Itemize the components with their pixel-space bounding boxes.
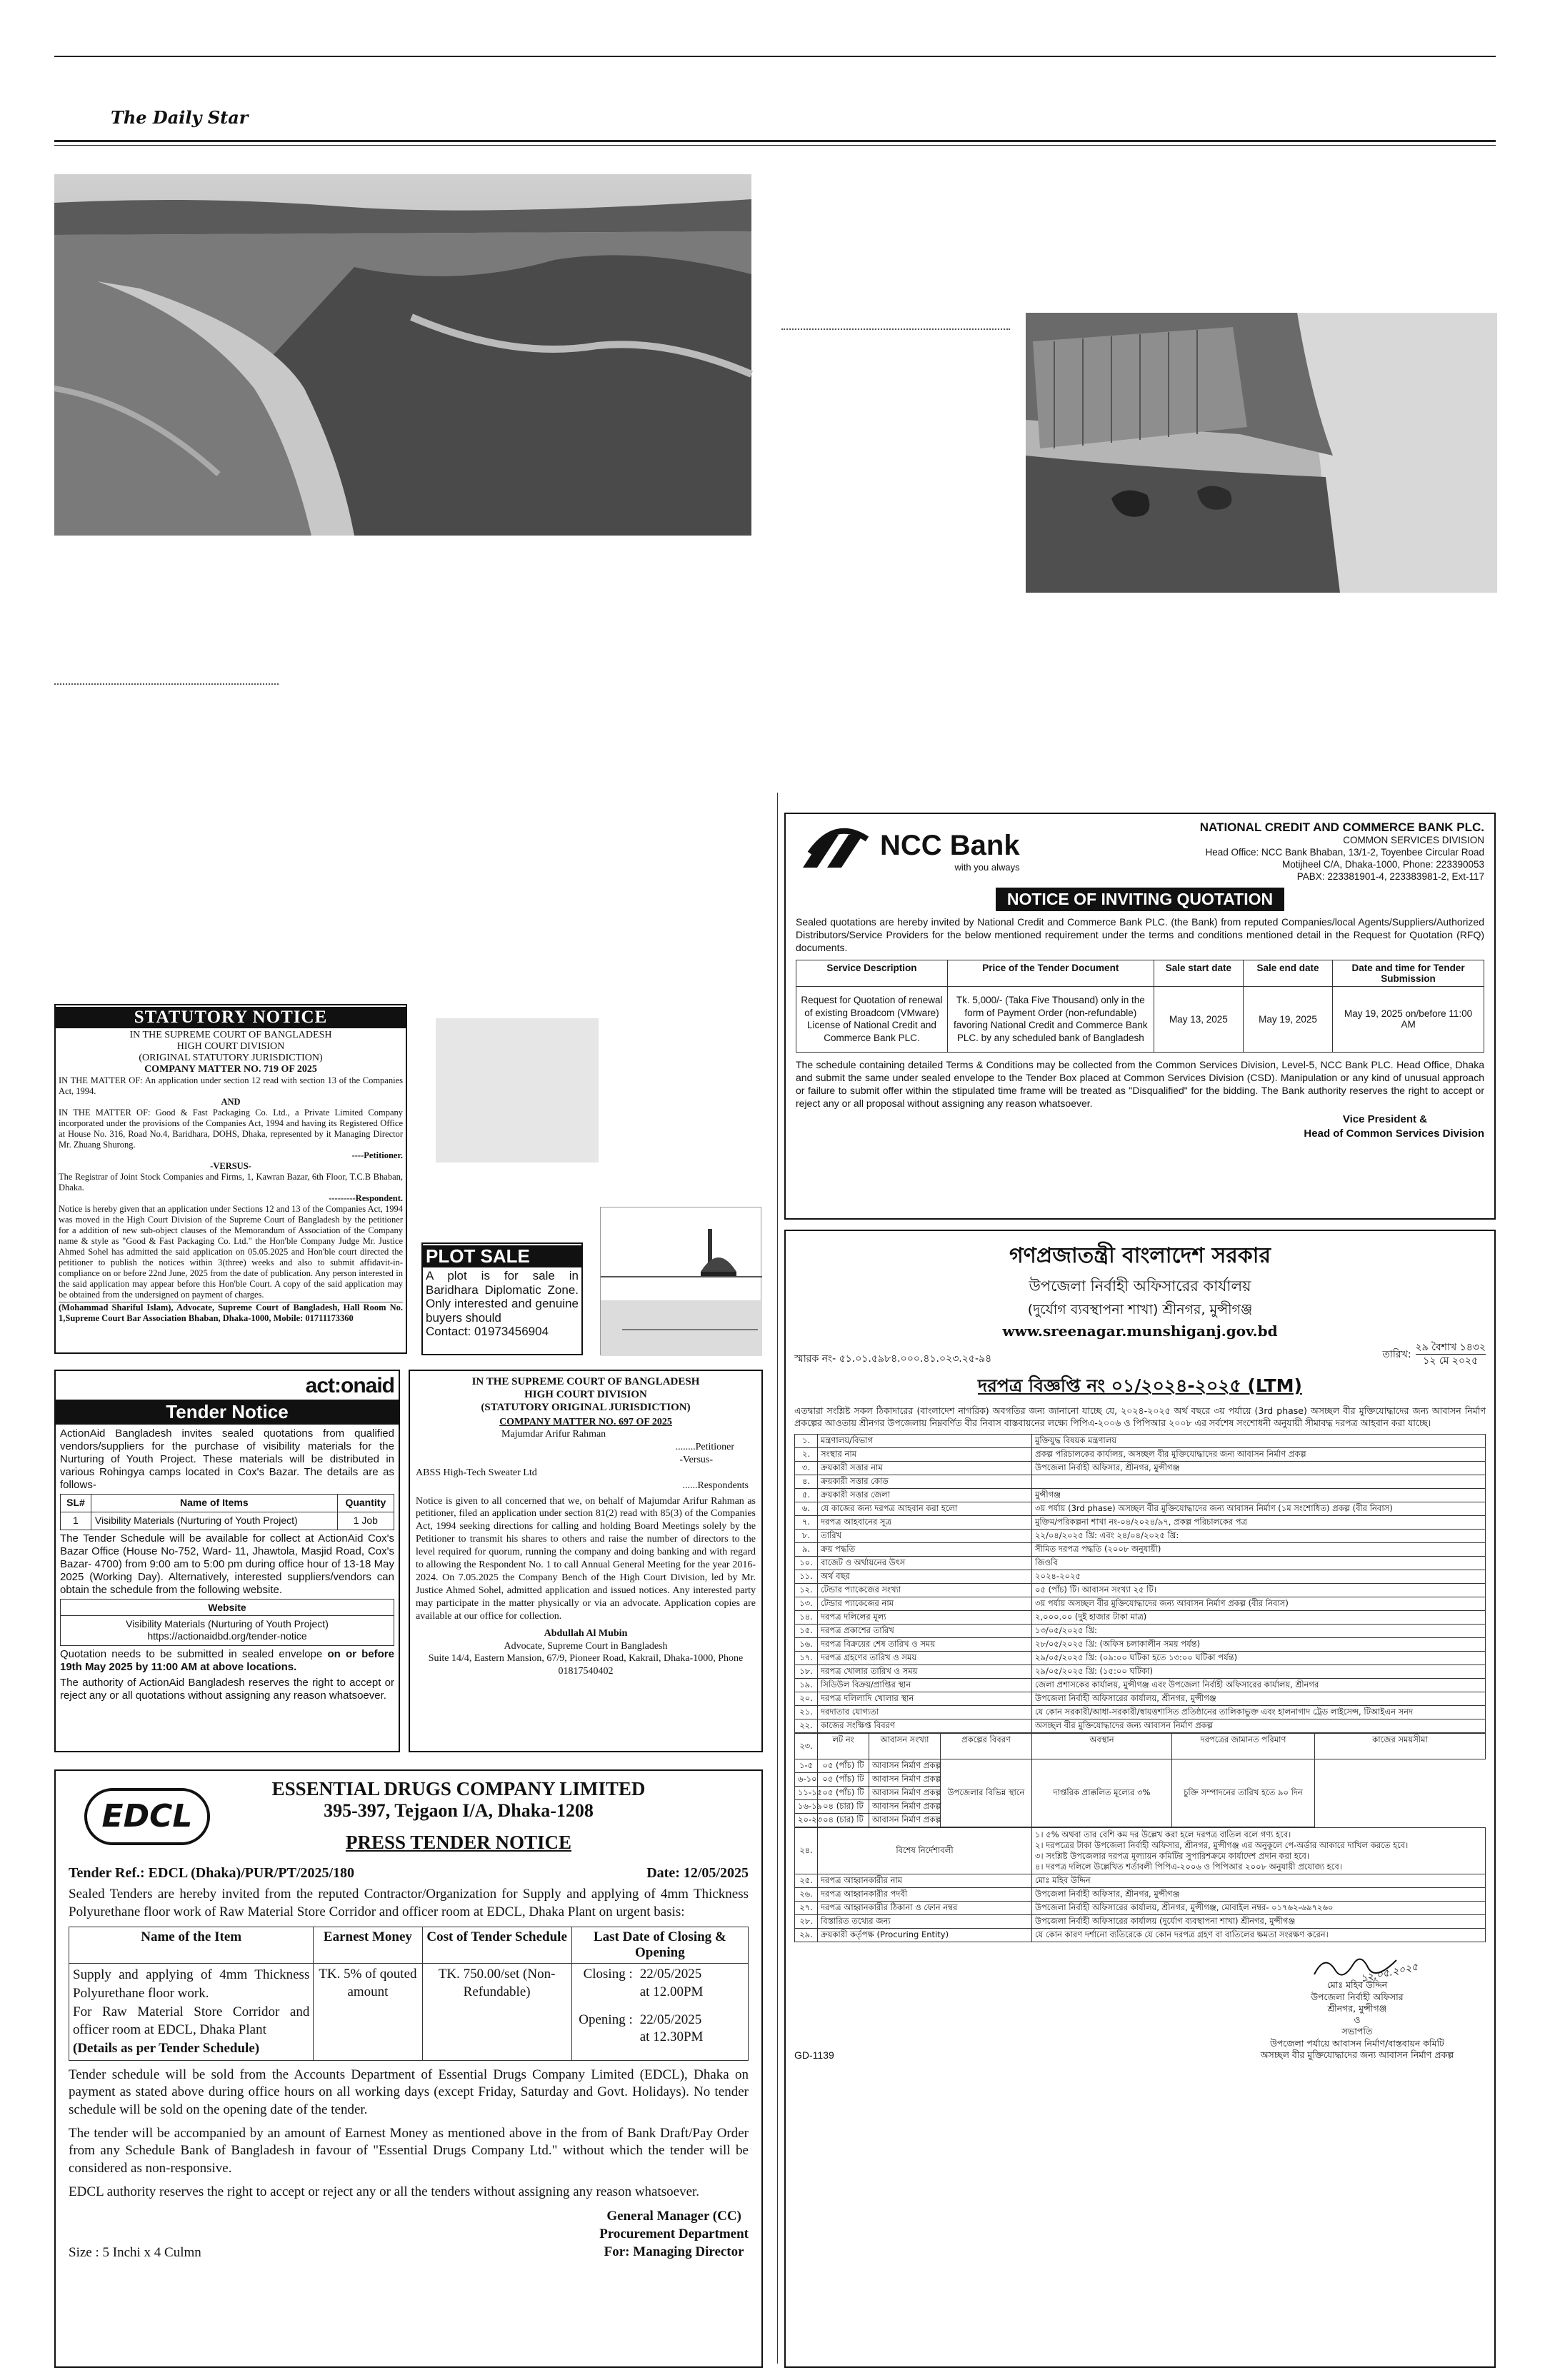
actionaid-web-url[interactable]: https://actionaidbd.org/tender-notice: [147, 1630, 307, 1642]
table-cell: ১০.: [795, 1557, 818, 1570]
table-row: [795, 1462, 1486, 1475]
edcl-company: ESSENTIAL DRUGS COMPANY LIMITED: [271, 1778, 646, 1799]
edcl-p3: EDCL authority reserves the right to accept or reject any or all the tenders without assigning any reason whatsoever.: [69, 2184, 700, 2199]
ncc-intro: Sealed quotations are hereby invited by National Credit and Commerce Bank PLC. (the Bank) from reputed Companies/local Agents/Suppliers/Authorized Distributors/Service Providers for the below mentioned requirement under the terms and conditions mentioned detail in the Request for Quotation (RFQ) documents.: [796, 915, 1484, 954]
actionaid-web-item: Visibility Materials (Nurturing of Youth Project): [126, 1617, 329, 1630]
table-cell: জেলা প্রশাসকের কার্যালয়, মুন্সীগঞ্জ এবং উপজেলা নির্বাহী অফিসারের কার্যালয়, শ্রীনগর: [1032, 1679, 1486, 1692]
table-cell: ২২/০৪/২০২৫ খ্রি: এবং ২৪/০৪/২০২৫ খ্রি:: [1032, 1530, 1486, 1543]
table-cell: ৫.: [795, 1489, 818, 1502]
court2-name: Majumdar Arifur Rahman: [501, 1429, 606, 1440]
edcl-closing-label: Closing :: [583, 1967, 633, 1982]
govt-sig-date: ১২.০৫.২০২৫: [1359, 1961, 1419, 1985]
actionaid-title: Tender Notice: [56, 1400, 399, 1425]
ncc-cell: May 19, 2025 on/before 11:00 AM: [1333, 987, 1484, 1052]
table-cell: ক্রয় পদ্ধতি: [818, 1543, 1032, 1557]
table-cell: ১৩/০৫/২০২৫ খ্রি:: [1032, 1625, 1486, 1638]
table-cell: ১১-১৫: [795, 1787, 818, 1800]
govt-sig-committee: উপজেলা পর্যায়ে আবাসন নির্মাণ/বাস্তবায়ন কমিটি: [1270, 2037, 1444, 2049]
table-cell: ১.: [795, 1435, 818, 1448]
table-row: [795, 1887, 1486, 1901]
edcl-sig1: General Manager (CC): [606, 2209, 741, 2224]
govt-date1: ২৯ বৈশাখ ১৪৩২: [1416, 1341, 1486, 1355]
statutory-respondent: ---------Respondent.: [329, 1193, 403, 1204]
edcl-opening-time: at 12.30PM: [639, 2029, 704, 2045]
court-notice-697: [409, 1370, 763, 1752]
table-row: [795, 1502, 1486, 1516]
actionaid-logo: act:onaid: [305, 1374, 394, 1397]
actionaid-th-qty: Quantity: [337, 1495, 394, 1512]
table-cell: যে কাজের জন্য দরপত্র আহবান করা হলো: [818, 1502, 1032, 1516]
masthead-rule: [54, 140, 1496, 142]
table-cell: সিডিউল বিক্রয়/প্রাপ্তির স্থান: [818, 1679, 1032, 1692]
table-cell: ৩য় পর্যায় অসচ্ছল বীর মুক্তিযোদ্ধাদের জন্য আবাসন নির্মাণ প্রকল্প (বীর নিবাস): [1032, 1597, 1486, 1611]
table-cell: বাজেট ও অর্থায়নের উৎস: [818, 1557, 1032, 1570]
statutory-p3: The Registrar of Joint Stock Companies and Firms, 1, Kawran Bazar, 6th Floor, T.C.B Bhaban, Dhaka.: [59, 1172, 403, 1193]
govt-sig-place: শ্রীনগর, মুন্সীগঞ্জ: [1327, 2002, 1387, 2014]
court2-body: Notice is given to all concerned that we, on behalf of Majumdar Arifur Rahman as petitioner, filed an application under section 81(2) read with 85(3) of the Companies Act, 1994 seeking directions for calling and holding Board Meetings solely by the Petitioner to transmit his shares to others and raise the number of directors to the level required for quorum, running the company and doing banking and with regard to allowing the Respondent No. 1 to call Annual General Meeting for the year 2016-2024. On 7.05.2025 the Company Bench of the High Court Division, led by Mr. Justice Ahmed Sohel, admitted application and issued notices. Any interested party may participate in the matter physically or via an advocate. Application copies are available at our office for collection.: [416, 1495, 756, 1622]
table-cell: টেন্ডার প্যাকেজের নাম: [818, 1597, 1032, 1611]
table-cell: আবাসন নির্মাণ প্রকল্প: [869, 1787, 941, 1800]
govt-main-table: [794, 1434, 1486, 1733]
table-cell: উপজেলা নির্বাহী অফিসারের কার্যালয় (দুর্যোগ ব্যবস্থাপনা শাখা) শ্রীনগর, মুন্সীগঞ্জ: [1032, 1914, 1486, 1928]
table-cell: মুক্তিযুদ্ধ বিষয়ক মন্ত্রণালয়: [1032, 1435, 1486, 1448]
actionaid-tender: [54, 1370, 400, 1752]
table-cell: টেন্ডার প্যাকেজের সংখ্যা: [818, 1584, 1032, 1597]
table-cell: আবাসন নির্মাণ প্রকল্প: [869, 1773, 941, 1787]
actionaid-intro: ActionAid Bangladesh invites sealed quotations from qualified vendors/suppliers for the purchase of visibility materials for the Nurturing of Youth Project. These materials will be distributed in various Rohingya camps located in Cox's Bazar. The details are as follows-: [60, 1427, 394, 1491]
govt-sub-location: উপজেলার বিভিন্ন স্থানে: [941, 1759, 1032, 1827]
edcl-th-item: Name of the Item: [69, 1927, 314, 1964]
actionaid-p3b: on or before 19th May 2025 by 11:00 AM at above locations.: [60, 1647, 394, 1673]
photo-river-erosion: [1026, 313, 1497, 593]
table-cell: যে কোন সরকারী/আধা-সরকারী/স্বায়ত্তশাসিত প্রতিষ্ঠানের তালিকাভুক্ত এবং হালনাগাদ ট্রেড লাইসেন্স, টিআইএন সনদ: [1032, 1706, 1486, 1719]
ncc-th-4: Date and time for Tender Submission: [1333, 960, 1484, 987]
govt-sig-role: সভাপতি: [1341, 2026, 1373, 2037]
table-cell: যে কোন কারণ দর্শানো ব্যতিরেকে যে কোন দরপত্র গ্রহণ বা বাতিলের ক্ষমতা সংরক্ষণ করেন।: [1032, 1928, 1486, 1942]
court2-sign-title: Advocate, Supreme Court in Bangladesh: [504, 1640, 668, 1652]
table-cell: ২০২৪-২০২৫: [1032, 1570, 1486, 1584]
govt-sig-o: ও: [1354, 2014, 1361, 2026]
table-row: [795, 1611, 1486, 1625]
table-cell: ১৮.: [795, 1665, 818, 1679]
edcl-title: PRESS TENDER NOTICE: [345, 1832, 572, 1853]
table-cell: মন্ত্রণালয়/বিভাগ: [818, 1435, 1032, 1448]
blank-ad-space: [436, 1018, 599, 1163]
statutory-jurisdiction: (ORIGINAL STATUTORY JURISDICTION): [139, 1053, 323, 1064]
govt-sub-security: দাপ্তরিক প্রাক্কলিত মূল্যের ৩%: [1032, 1759, 1172, 1827]
table-cell: আবাসন নির্মাণ প্রকল্প: [869, 1800, 941, 1814]
table-cell: ১৯.: [795, 1679, 818, 1692]
table-cell: ১৫.: [795, 1625, 818, 1638]
govt-special-table: [794, 1827, 1486, 1942]
edcl-opening-date: 22/05/2025: [639, 2012, 702, 2027]
masthead-logo: The Daily Star: [111, 107, 249, 128]
table-row: [795, 1475, 1486, 1489]
table-cell: ২৭.: [795, 1901, 818, 1914]
ncc-addr1: Head Office: NCC Bank Bhaban, 13/1-2, Toyenbee Circular Road: [1205, 847, 1484, 858]
table-cell: ২১.: [795, 1706, 818, 1719]
edcl-date: Date: 12/05/2025: [646, 1865, 749, 1881]
court2-sign-name: Abdullah Al Mubin: [544, 1627, 628, 1639]
table-row: [795, 1489, 1486, 1502]
edcl-th-closing: Last Date of Closing & Opening: [571, 1927, 748, 1964]
table-cell: তারিখ: [818, 1530, 1032, 1543]
govt-special-line: ২। দরপত্রের টাকা উপজেলা নির্বাহী অফিসার, শ্রীনগর, মুন্সীগঞ্জ এর অনুকূলে পে-অর্ডার আকারে দাখিল করতে হবে।: [1035, 1840, 1409, 1851]
table-cell: অসচ্ছল বীর মুক্তিযোদ্ধাদের জন্য আবাসন নির্মাণ প্রকল্প: [1032, 1719, 1486, 1733]
photo-flooded-field: [54, 174, 751, 536]
court2-respondents: ......Respondents: [682, 1480, 749, 1491]
ad-block-border: [777, 793, 783, 2364]
table-row: [795, 1448, 1486, 1462]
table-row: [795, 1435, 1486, 1448]
court2-sign-addr: Suite 14/4, Eastern Mansion, 67/9, Pioneer Road, Kakrail, Dhaka-1000, Phone 01817540402: [428, 1653, 744, 1677]
table-cell: দরপত্র আহ্বানকারীর পদবী: [818, 1887, 1032, 1901]
table-cell: ১৪.: [795, 1611, 818, 1625]
govt-sig-project: অসচ্ছল বীর মুক্তিযোদ্ধাদের জন্য আবাসন নির্মাণ প্রকল্প: [1260, 2049, 1454, 2060]
table-cell: ৭.: [795, 1516, 818, 1530]
govt-h1: গণপ্রজাতন্ত্রী বাংলাদেশ সরকার: [1009, 1243, 1271, 1268]
ncc-tagline: with you always: [954, 862, 1020, 873]
ncc-table: [796, 960, 1484, 1052]
table-cell: ২৯/০৫/২০২৫ খ্রি: (০৯:০০ ঘটিকা হতে ১৩:০০ ঘটিকা পর্যন্ত): [1032, 1652, 1486, 1665]
table-cell: দরপত্র বিক্রয়ের শেষ তারিখ ও সময়: [818, 1638, 1032, 1652]
ncc-division: COMMON SERVICES DIVISION: [1343, 835, 1484, 846]
ncc-th-3: Sale end date: [1243, 960, 1332, 987]
edcl-logo: EDCL: [84, 1788, 210, 1845]
edcl-item3: (Details as per Tender Schedule): [73, 2040, 260, 2056]
table-cell: ০৫ (পাঁচ) টি: [818, 1773, 869, 1787]
table-cell: ২৯/০৫/২০২৫ খ্রি: (১৫:০০ ঘটিকা): [1032, 1665, 1486, 1679]
edcl-th-cost: Cost of Tender Schedule: [422, 1927, 571, 1964]
table-cell: দরদাতার যোগ্যতা: [818, 1706, 1032, 1719]
court2-versus: -Versus-: [679, 1454, 713, 1465]
table-row: [795, 1597, 1486, 1611]
plot-sale-body: A plot is for sale in Baridhara Diplomatic Zone. Only interested and genuine buyers should: [426, 1269, 579, 1325]
table-cell: ৯.: [795, 1543, 818, 1557]
ncc-logo: NCC Bank: [880, 830, 1020, 862]
table-row: [796, 987, 1484, 1052]
statutory-petitioner: ----Petitioner.: [351, 1150, 403, 1161]
table-cell: আবাসন নির্মাণ প্রকল্প: [869, 1759, 941, 1773]
table-cell: ২৯.: [795, 1928, 818, 1942]
table-cell: উপজেলা নির্বাহী অফিসারের কার্যালয়, শ্রীনগর, মুন্সীগঞ্জ, মোবাইল নম্বর- ০১৭৬২-৬৯৭২৬০: [1032, 1901, 1486, 1914]
masthead-rule-thin: [54, 145, 1496, 146]
edcl-tender: [54, 1769, 763, 2368]
edcl-th-earnest: Earnest Money: [314, 1927, 422, 1964]
edcl-p1: Tender schedule will be sold from the Accounts Department of Essential Drugs Company Limited (EDCL), Dhaka on payment as stated above during office hours on all working days (except Friday, Saturday and Govt. Holidays). No tender schedule will be sold on the opening date of the tender.: [69, 2067, 749, 2117]
edcl-opening-label: Opening :: [579, 2012, 633, 2027]
court2-h2: HIGH COURT DIVISION: [524, 1389, 647, 1400]
govt-intro: এতদ্বারা সংশ্লিষ্ট সকল ঠিকাদারের (বাংলাদেশ নাগরিক) অবগতির জন্য জানানো যাচ্ছে যে, ২০২৪-২০২৫ অর্থ বছরে ৩য় পর্যায়ে (3rd phase) অসচ্ছল বীর মুক্তিযোদ্ধাদের জন্য আবাসন নির্মাণ প্রকল্পের আওতায় শ্রীনগর উপজেলায় নিম্নবর্ণিত বীর নিবাস বাস্তবায়নের লক্ষ্যে পিপিএ-২০০৬ ও পিপিআর ২০০৮ এর সর্বশেষ সংশোধনী অনুযায়ী সীমাবদ্ধ দরপত্র আহবান করা যাচ্ছে।: [794, 1405, 1486, 1429]
table-cell: দরপত্র গ্রহণের তারিখ ও সময়: [818, 1652, 1032, 1665]
ncc-bank-name: NATIONAL CREDIT AND COMMERCE BANK PLC.: [1199, 820, 1484, 834]
govt-sub-num: ২৩.: [795, 1734, 818, 1759]
table-cell: ০৫ (পাঁচ) টি: [818, 1759, 869, 1773]
edcl-table: [69, 1927, 749, 2060]
table-cell: ০৫ (পাঁচ) টি: [818, 1787, 869, 1800]
govt-date-label: তারিখ:: [1382, 1348, 1411, 1360]
ncc-bank-logo-icon: [796, 825, 874, 878]
edcl-earnest: TK. 5% of qouted amount: [314, 1964, 422, 2060]
table-cell: ০৪ (চার) টি: [818, 1800, 869, 1814]
govt-sub-time: চুক্তি সম্পাদনের তারিখ হতে ৯০ দিন: [1172, 1759, 1315, 1827]
court2-petitioner: ........Petitioner: [675, 1441, 734, 1452]
table-cell: দরপত্র আহ্বানকারীর নাম: [818, 1874, 1032, 1887]
govt-sub-th: কাজের সময়সীমা: [1315, 1734, 1486, 1759]
edcl-intro: Sealed Tenders are hereby invited from the reputed Contractor/Organization for Supply and applying of 4mm Thickness Polyurethane floor work of Raw Material Store Corridor and officer room at EDCL, Dhaka Plant on urgent basis:: [69, 1887, 749, 1919]
table-cell: ক্রয়কারী সত্তার জেলা: [818, 1489, 1032, 1502]
table-row: [795, 1719, 1486, 1733]
table-cell: দরপত্র দলিলাদি খোলার স্থান: [818, 1692, 1032, 1706]
table-cell: ২৮.: [795, 1914, 818, 1928]
table-cell: ১২.: [795, 1584, 818, 1597]
table-cell: ৩য় পর্যায় (3rd phase) অসচ্ছল বীর মুক্তিযোদ্ধাদের জন্য আবাসন নির্মাণ (১ম সংশোধিত) প্রকল্প (বীর নিবাস): [1032, 1502, 1486, 1516]
govt-title: দরপত্র বিজ্ঞপ্তি নং ০১/২০২৪-২০২৫ (LTM): [978, 1375, 1302, 1397]
ncc-th-1: Price of the Tender Document: [947, 960, 1154, 987]
govt-h2: উপজেলা নির্বাহী অফিসারের কার্যালয়: [1029, 1277, 1251, 1295]
table-cell: সংস্থার নাম: [818, 1448, 1032, 1462]
table-cell: মোঃ মহিব উদ্দিন: [1032, 1874, 1486, 1887]
photo-separator: [781, 328, 1010, 330]
govt-lots-table: [794, 1733, 1486, 1827]
table-cell: ক্রয়কারী কর্তৃপক্ষ (Procuring Entity): [818, 1928, 1032, 1942]
table-row: [795, 1901, 1486, 1914]
table-row: [69, 1964, 749, 2060]
table-cell: অর্থ বছর: [818, 1570, 1032, 1584]
govt-sig-title: উপজেলা নির্বাহী অফিসার: [1311, 1991, 1404, 2002]
govt-sub-th: প্রকল্পের বিবরণ: [941, 1734, 1032, 1759]
court2-respondent-name: ABSS High-Tech Sweater Ltd: [416, 1467, 537, 1478]
table-cell: ২৮/০৫/২০২৫ খ্রি: (অফিস চলাকালীন সময় পর্যন্ত): [1032, 1638, 1486, 1652]
statutory-court: IN THE SUPREME COURT OF BANGLADESH: [129, 1030, 332, 1040]
edcl-ref: Tender Ref.: EDCL (Dhaka)/PUR/PT/2025/180: [69, 1865, 355, 1881]
table-row: [795, 1692, 1486, 1706]
ncc-title: NOTICE OF INVITING QUOTATION: [996, 888, 1284, 911]
statutory-p4: Notice is hereby given that an application under Sections 12 and 13 of the Companies Act, 1994 was moved in the High Court Division of the Supreme Court of Bangladesh by the petitioner for a addition of new sub-object clauses of the Memorandum of Association of the Company name & style as "Good & Fast Packaging Co. Ltd." the Hon'ble Company Judge Mr. Justice Ahmed Sohel has admitted the said application on 05.05.2025 and Hon'ble court directed the petitioner to publish the notices within 3(three) weeks and also to submit affidavit-in-compliance on or before 22nd June, 2025 from the date of publication. Any person interested in the said application may appear before this Hon'ble Court. A copy of the said application may be obtained from the undersigned on payment of charges.: [59, 1204, 403, 1300]
actionaid-cell: Visibility Materials (Nurturing of Youth Project): [91, 1512, 337, 1530]
table-cell: ১-৫: [795, 1759, 818, 1773]
table-cell: মুক্তিম/পরিকল্পনা শাখা নং-০৪/২০২৪/৯৭, প্রকল্প পরিচালকের পত্র: [1032, 1516, 1486, 1530]
table-cell: সীমিত দরপত্র পদ্ধতি (২০০৮ অনুযায়ী): [1032, 1543, 1486, 1557]
table-row: [795, 1557, 1486, 1570]
table-row: [795, 1584, 1486, 1597]
table-row: [795, 1625, 1486, 1638]
table-row: [795, 1706, 1486, 1719]
court2-h3: (STATUTORY ORIGINAL JURISDICTION): [481, 1402, 691, 1413]
table-cell: দরপত্র প্রকাশের তারিখ: [818, 1625, 1032, 1638]
ncc-th-0: Service Description: [796, 960, 948, 987]
table-cell: ৪.: [795, 1475, 818, 1489]
table-cell: ২,০০০.০০ (দুই হাজার টাকা মাত্র): [1032, 1611, 1486, 1625]
actionaid-items-table: [60, 1494, 394, 1530]
statutory-versus: -VERSUS-: [210, 1161, 251, 1172]
actionaid-p3a: Quotation needs to be submitted in sealed envelope: [60, 1647, 328, 1660]
statutory-p2: IN THE MATTER OF: Good & Fast Packaging Co. Ltd., a Private Limited Company incorporated under the provisions of the Companies Act, 1994 and having its Registered Office at House No. 316, Road No.4, Baridhara, DOHS, Dhaka, represented by it Managing Director Mr. Zhuang Shurong.: [59, 1108, 403, 1150]
statutory-title: STATUTORY NOTICE: [56, 1007, 406, 1028]
table-cell: ১১.: [795, 1570, 818, 1584]
actionaid-cell: 1: [61, 1512, 91, 1530]
court2-h1: IN THE SUPREME COURT OF BANGLADESH: [471, 1376, 700, 1387]
ncc-cell: May 13, 2025: [1154, 987, 1243, 1052]
actionaid-th-name: Name of Items: [91, 1495, 337, 1512]
plot-sale-contact: Contact: 01973456904: [426, 1325, 549, 1339]
table-cell: বিস্তারিত তথ্যের জন্য: [818, 1914, 1032, 1928]
table-cell: দরপত্র খোলার তারিখ ও সময়: [818, 1665, 1032, 1679]
table-cell: ০৫ (পাঁচ) টি। আবাসন সংখ্যা ২৫ টি।: [1032, 1584, 1486, 1597]
statutory-p1: IN THE MATTER OF: An application under section 12 read with section 13 of the Companies Act, 1994.: [59, 1075, 403, 1097]
edcl-item1: Supply and applying of 4mm Thickness Polyurethane floor work.: [73, 1967, 310, 2002]
mosque-icon: [601, 1207, 762, 1356]
edcl-closing-date: 22/05/2025: [639, 1967, 702, 1982]
table-cell: ক্রয়কারী সত্তার নাম: [818, 1462, 1032, 1475]
edcl-sig3: For: Managing Director: [604, 2244, 744, 2259]
statutory-and: AND: [221, 1097, 241, 1108]
table-cell: ২০-২৩: [795, 1814, 818, 1827]
govt-special-line: ৪। দরপত্র দলিলে উল্লেখিত শর্তাবলী পিপিএ-২০০৬ ও পিপিআর ২০০৮ অনুযায়ী প্রযোজ্য হবে।: [1035, 1861, 1342, 1872]
govt-date2: ১২ মে ২০২৫: [1423, 1355, 1479, 1367]
table-cell: ২৫.: [795, 1874, 818, 1887]
top-rule: [54, 56, 1496, 57]
ncc-cell: May 19, 2025: [1243, 987, 1332, 1052]
govt-h3: (দুর্যোগ ব্যবস্থাপনা শাখা) শ্রীনগর, মুন্সীগঞ্জ: [1027, 1302, 1253, 1317]
table-cell: কাজের সংক্ষিপ্ত বিবরণ: [818, 1719, 1032, 1733]
ncc-sig1: Vice President &: [1342, 1113, 1427, 1126]
table-cell: উপজেলা নির্বাহী অফিসার, শ্রীনগর, মুন্সীগঞ্জ: [1032, 1462, 1486, 1475]
table-row: [61, 1512, 394, 1530]
govt-special-num: ২৪.: [795, 1828, 818, 1874]
statutory-notice: [54, 1004, 407, 1354]
govt-sub-th: আবাসন সংখ্যা: [869, 1734, 941, 1759]
table-row: [795, 1652, 1486, 1665]
edcl-closing-time: at 12.00PM: [639, 1984, 704, 2000]
ncc-addr2: Motijheel C/A, Dhaka-1000, Phone: 223390053: [1282, 859, 1484, 870]
table-row: [795, 1679, 1486, 1692]
table-cell: ১৭.: [795, 1652, 818, 1665]
table-cell: প্রকল্প পরিচালকের কার্যালয়, অসচ্ছল বীর মুক্তিযোদ্ধাদের জন্য আবাসন নির্মাণ প্রকল্প: [1032, 1448, 1486, 1462]
actionaid-p2: The Tender Schedule will be available for collect at ActionAid Cox's Bazar Office (House No-752, Ward- 11, Jhawtola, Masjid Road, Cox's Bazar- 4700) from 9:00 am to 5:00 pm during office hour of 13-18 May 2025 (Working Day). Alternatively, interested suppliers/vendors can obtain the schedule from the following website.: [60, 1532, 394, 1596]
edcl-sig2: Procurement Department: [599, 2226, 749, 2242]
table-cell: দরপত্র আহ্বানকারীর ঠিকানা ও ফোন নম্বর: [818, 1901, 1032, 1914]
statutory-sign: (Mohammad Shariful Islam), Advocate, Supreme Court of Bangladesh, Hall Room No. 1,Supreme Court Bar Association Bhaban, Dhaka-1000, Mobile: 01711173360: [59, 1302, 403, 1324]
table-row: [795, 1543, 1486, 1557]
table-row: [795, 1874, 1486, 1887]
govt-special-line: ১। ৫% অথবা তার বেশি কম দর উল্লেখ করা হলে দরপত্র বাতিল বলে গণ্য হবে।: [1035, 1829, 1291, 1840]
table-row: [795, 1570, 1486, 1584]
table-row: [795, 1928, 1486, 1942]
ncc-cell: Tk. 5,000/- (Taka Five Thousand) only in the form of Payment Order (non-refundable) favoring National Credit and Commerce Bank PLC. by any scheduled bank of Bangladesh: [947, 987, 1154, 1052]
govt-sub-th: দরপত্রের জামানত পরিমাণ: [1172, 1734, 1315, 1759]
table-cell: ২২.: [795, 1719, 818, 1733]
table-row: [795, 1638, 1486, 1652]
table-cell: ১৬.: [795, 1638, 818, 1652]
table-row: [795, 1665, 1486, 1679]
govt-web[interactable]: www.sreenagar.munshiganj.gov.bd: [1002, 1322, 1278, 1340]
table-cell: উপজেলা নির্বাহী অফিসার, শ্রীনগর, মুন্সীগঞ্জ: [1032, 1887, 1486, 1901]
table-cell: ০৪ (চার) টি: [818, 1814, 869, 1827]
edcl-p2: The tender will be accompanied by an amount of Earnest Money as mentioned above in the from of Bank Draft/Pay Order from any Schedule Bank of Bangladesh in favour of "Essential Drugs Company Ltd." without which the tender will be considered as non-responsive.: [69, 2125, 749, 2176]
actionaid-web-header: Website: [61, 1599, 394, 1615]
actionaid-p4: The authority of ActionAid Bangladesh reserves the right to accept or reject any or all quotations without assigning any reason whatsoever.: [60, 1676, 394, 1702]
table-row: [795, 1516, 1486, 1530]
mosque-ad: [600, 1207, 761, 1355]
ncc-addr3: PABX: 223381901-4, 223383981-2, Ext-117: [1296, 870, 1484, 882]
table-cell: ২০.: [795, 1692, 818, 1706]
ncc-cell: Request for Quotation of renewal of existing Broadcom (VMware) License of National Credit and Commerce Bank PLC.: [796, 987, 948, 1052]
table-row: [795, 1914, 1486, 1928]
edcl-cost: TK. 750.00/set (Non-Refundable): [422, 1964, 571, 2060]
statutory-matter: COMPANY MATTER NO. 719 OF 2025: [144, 1064, 317, 1075]
table-cell: ১৩.: [795, 1597, 818, 1611]
govt-special-line: ৩। সংশ্লিষ্ট উপজেলার দরপত্র মূল্যায়ন কমিটির সুপারিশক্রমে কার্যাদেশ প্রদান করা হবে।: [1035, 1851, 1310, 1861]
table-cell: ২৬.: [795, 1887, 818, 1901]
table-cell: ৬-১০: [795, 1773, 818, 1787]
table-cell: আবাসন নির্মাণ প্রকল্প: [869, 1814, 941, 1827]
govt-sig-name: মোঃ মহিব উদ্দিন: [1326, 1979, 1388, 1991]
govt-memo: স্মারক নং- ৫১.০১.৫৯৮৪.০০০.৪১.০২৩.২৫-৯৪: [794, 1353, 992, 1365]
table-row: [795, 1530, 1486, 1543]
table-cell: দরপত্র আহবানের সূত্র: [818, 1516, 1032, 1530]
edcl-item2: For Raw Material Store Corridor and officer room at EDCL, Dhaka Plant: [73, 2004, 310, 2038]
plot-sale-title: PLOT SALE: [423, 1245, 581, 1267]
govt-sub-th: অবস্থান: [1032, 1734, 1172, 1759]
plot-sale-ad: [421, 1242, 583, 1355]
ncc-th-2: Sale start date: [1154, 960, 1243, 987]
edcl-size: Size : 5 Inchi x 4 Culmn: [69, 2245, 201, 2261]
table-cell: ৩.: [795, 1462, 818, 1475]
court2-matter: COMPANY MATTER NO. 697 OF 2025: [499, 1417, 672, 1427]
ncc-footer: The schedule containing detailed Terms & Conditions may be collected from the Common Services Division, Level-5, NCC Bank PLC. Head Office, Dhaka and submit the same under sealed envelope to the Tender Box placed at Common Services Division (CSD). Manipulation or any kind of unusual approach or failure to submit offer within the stipulated time frame will be treated as "Disqualified" for the bidding. The Bank authority reserves the right to accept or reject any or all proposal without assigning any reason whatsoever.: [796, 1058, 1484, 1110]
govt-sub-th: লট নং: [818, 1734, 869, 1759]
ncc-bank-quotation: [784, 813, 1496, 1220]
table-cell: দরপত্র দলিলের মূল্য: [818, 1611, 1032, 1625]
table-cell: মুন্সীগঞ্জ: [1032, 1489, 1486, 1502]
table-cell: ১৬-১৯: [795, 1800, 818, 1814]
edcl-address: 395-397, Tejgaon I/A, Dhaka-1208: [324, 1800, 594, 1821]
statutory-division: HIGH COURT DIVISION: [176, 1041, 285, 1053]
table-cell: উপজেলা নির্বাহী অফিসারের কার্যালয়, শ্রীনগর, মুন্সীগঞ্জ: [1032, 1692, 1486, 1706]
govt-tender-notice: [784, 1230, 1496, 2368]
actionaid-th-sl: SL#: [61, 1495, 91, 1512]
table-cell: ৮.: [795, 1530, 818, 1543]
actionaid-cell: 1 Job: [337, 1512, 394, 1530]
govt-special-label: বিশেষ নির্দেশাবলী: [818, 1828, 1032, 1874]
table-cell: ক্রয়কারী সত্তার কোড: [818, 1475, 1032, 1489]
left-dotted-separator: [54, 683, 279, 685]
table-cell: ৬.: [795, 1502, 818, 1516]
table-cell: জিওবি: [1032, 1557, 1486, 1570]
actionaid-web-table: [60, 1599, 394, 1646]
ncc-sig2: Head of Common Services Division: [1304, 1127, 1484, 1140]
govt-gd: GD-1139: [794, 2049, 834, 2062]
table-row: [795, 1759, 1486, 1773]
table-cell: ২.: [795, 1448, 818, 1462]
table-cell: [1032, 1475, 1486, 1489]
